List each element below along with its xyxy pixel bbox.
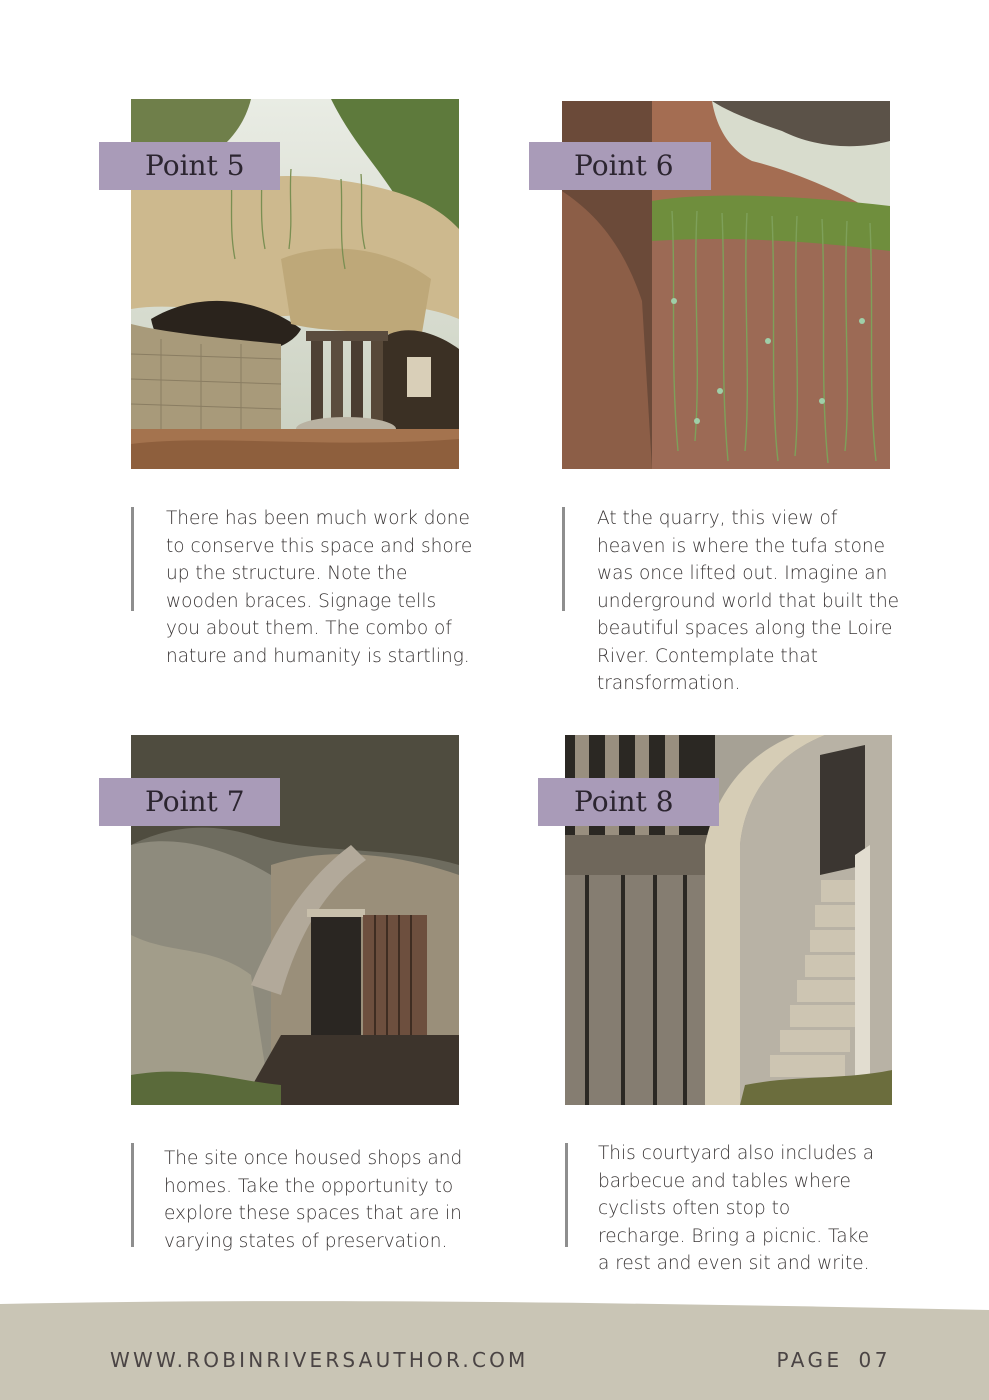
point-7-description: The site once housed shops and homes. Take the opportunity to explore these spaces that are in varying states of preservation. (164, 1148, 463, 1252)
point-8-description: This courtyard also includes a barbecue and tables where cyclists often stop to recharge. Bring a picnic. Take a rest and even sit and write. (598, 1143, 875, 1274)
footer-page-number (776, 1348, 891, 1372)
point-6-description: At the quarry, this view of heaven is where the tufa stone was once lifted out. Imagine an underground world that built the beautiful spaces along the Loire River. Contemplate that transformation. (597, 508, 900, 694)
footer-page-label: PAGE (776, 1348, 843, 1372)
footer-website: WWW.ROBINRIVERSAUTHOR.COM (110, 1348, 529, 1372)
point-6-accent-bar (562, 507, 565, 611)
point-5-label: Point 5 (99, 142, 280, 190)
footer-page-value: 07 (858, 1348, 891, 1372)
point-8-accent-bar (565, 1143, 568, 1247)
point-7-label: Point 7 (99, 778, 280, 826)
point-7-accent-bar (131, 1143, 134, 1247)
point-5-accent-bar (131, 507, 134, 611)
point-6-label: Point 6 (529, 142, 711, 190)
point-8-label: Point 8 (538, 778, 719, 826)
point-5-description: There has been much work done to conserve this space and shore up the structure. Note the wooden braces. Signage tells you about them. The combo of nature and humanity is startling. (166, 508, 473, 667)
